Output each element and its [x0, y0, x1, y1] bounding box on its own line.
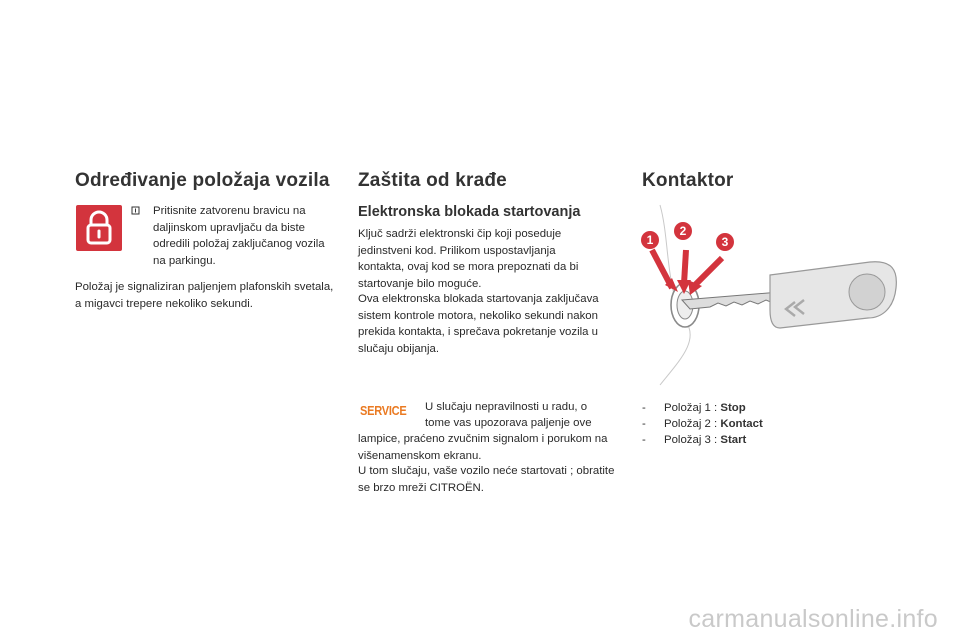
bullet-icon: [131, 206, 140, 217]
position-item: - Položaj 3 : Start: [642, 434, 747, 446]
svg-text:3: 3: [721, 235, 729, 249]
svg-text:2: 2: [679, 224, 687, 238]
warning-line-2: tome vas upozorava paljenje ove: [425, 417, 592, 429]
lock-closed-icon: [76, 205, 122, 251]
title-anti-theft: Zaštita od krađe: [358, 170, 507, 191]
subtitle-immobiliser: Elektronska blokada startovanja: [358, 204, 581, 220]
locate-instruction: Pritisnite zatvorenu bravicu na daljinskom upravljaču da biste odredili položaj zaključanog vozila na parkingu.: [153, 205, 325, 267]
locate-note: Položaj je signaliziran paljenjem plafonskih svetala, a migavci trepere nekoliko sekundi.: [75, 281, 334, 310]
warning-line-1: U slučaju nepravilnosti u radu, o: [425, 401, 588, 413]
ignition-positions-list: [642, 400, 763, 448]
immobiliser-text: Ključ sadrži elektronski čip koji poseduje jedinstveni kod. Prilikom uspostavljanja kontakta, ovaj kod se mora prepoznati da bi startovanje bilo moguće.: [358, 228, 579, 290]
marker-1: [641, 231, 659, 249]
watermark: carmanualsonline.info: [688, 605, 938, 633]
warning-text: lampice, praćeno zvučnim signalom i porukom na višenamenskom ekranu.: [358, 433, 608, 462]
ignition-key-illustration: [630, 200, 900, 395]
title-vehicle-location: Određivanje položaja vozila: [75, 170, 330, 191]
service-warning-icon: SERVICE: [360, 403, 407, 418]
position-item: - Položaj 1 : Stop: [642, 402, 746, 414]
title-ignition: Kontaktor: [642, 170, 734, 191]
marker-3: [716, 233, 734, 251]
svg-text:1: 1: [646, 233, 654, 247]
warning-text-2: U tom slučaju, vaše vozilo neće startovati ; obratite se brzo mreži CITROËN.: [358, 465, 615, 494]
marker-2: [674, 222, 692, 240]
immobiliser-text-2: Ova elektronska blokada startovanja zaključava sistem kontrole motora, nekoliko sekundi nakon prekida kontakta, i sprečava pokretanje vozila u slučaju obijanja.: [358, 293, 599, 355]
position-item: - Položaj 2 : Kontact: [642, 418, 763, 430]
